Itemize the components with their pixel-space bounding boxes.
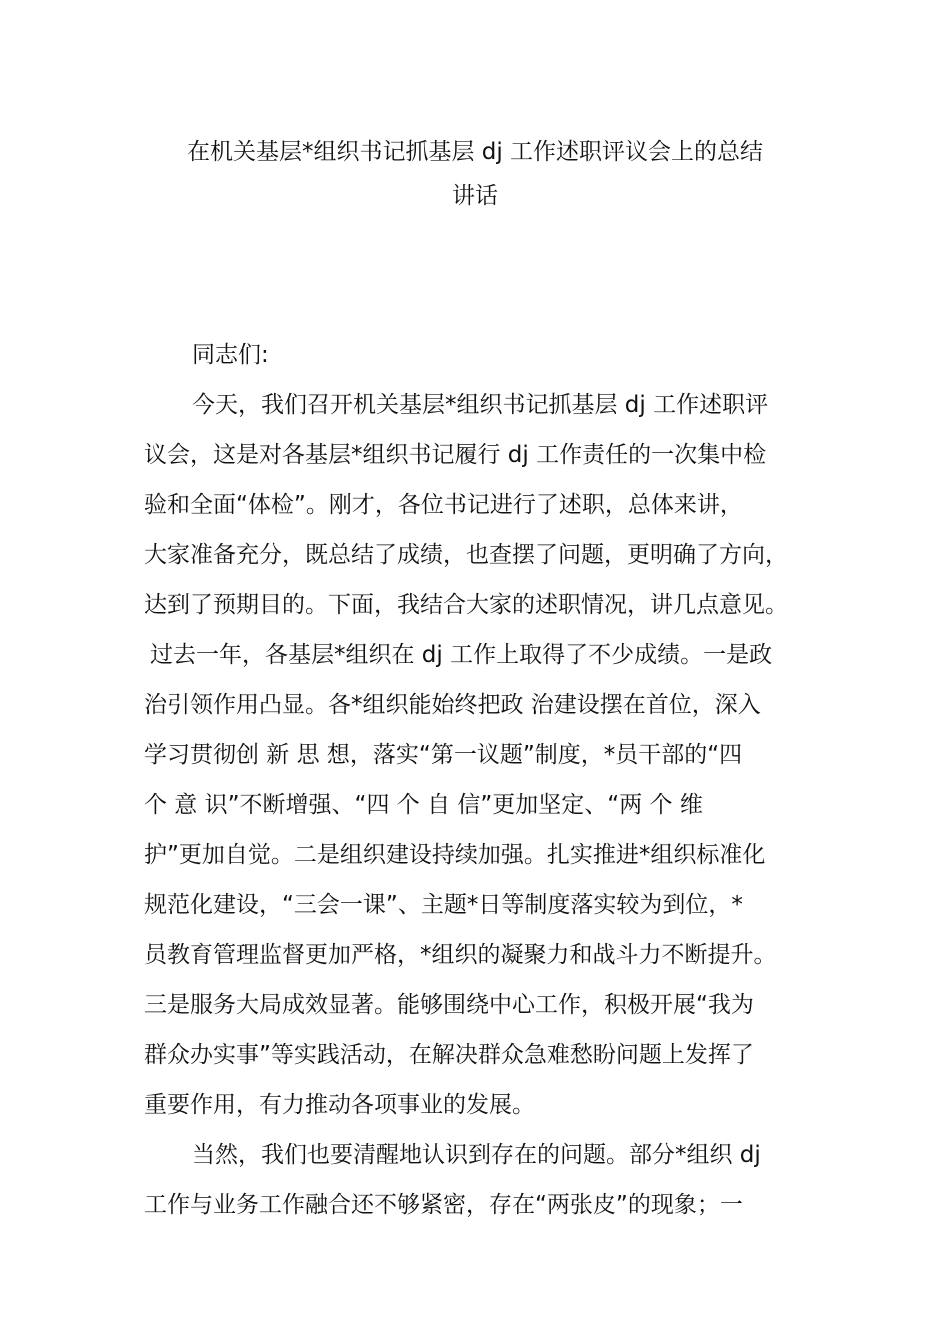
title-line-1: 在机关基层*组织书记抓基层 dj 工作述职评议会上的总结 xyxy=(186,139,764,165)
paragraph-line: 群众办实事”等实践活动，在解决群众急难愁盼问题上发挥了 xyxy=(144,1042,754,1068)
paragraph-line: 达到了预期目的。下面，我结合大家的述职情况，讲几点意见。 xyxy=(144,592,788,618)
paragraph-line: 今天，我们召开机关基层*组织书记抓基层 dj 工作述职评 xyxy=(192,392,769,418)
paragraph-line: 验和全面“体检”。刚才，各位书记进行了述职，总体来讲， xyxy=(144,492,743,518)
salutation: 同志们: xyxy=(192,342,269,368)
paragraph-line: 规范化建设，“三会一课”、主题*日等制度落实较为到位，* xyxy=(144,892,743,918)
paragraph-line: 当然，我们也要清醒地认识到存在的问题。部分*组织 dj xyxy=(192,1142,761,1168)
paragraph-line: 员教育管理监督更加严格，*组织的凝聚力和战斗力不断提升。 xyxy=(144,942,777,968)
paragraph-line: 学习贯彻创 新 思 想，落实“第一议题”制度，*员干部的“四 xyxy=(144,742,743,768)
paragraph-line: 三是服务大局成效显著。能够围绕中心工作，积极开展“我为 xyxy=(144,992,754,1018)
paragraph-line: 过去一年，各基层*组织在 dj 工作上取得了不少成绩。一是政 xyxy=(150,642,773,668)
paragraph-line: 治引领作用凸显。各*组织能始终把政 治建设摆在首位，深入 xyxy=(144,692,761,718)
document-title xyxy=(150,130,800,218)
paragraph-line: 大家准备充分，既总结了成绩，也查摆了问题，更明确了方向， xyxy=(144,542,788,568)
paragraph-line: 重要作用，有力推动各项事业的发展。 xyxy=(144,1092,535,1118)
paragraph-line: 个 意 识”不断增强、“四 个 自 信”更加坚定、“两 个 维 xyxy=(144,792,703,818)
paragraph-line: 工作与业务工作融合还不够紧密，存在“两张皮”的现象；一 xyxy=(144,1192,743,1218)
paragraph-line: 议会，这是对各基层*组织书记履行 dj 工作责任的一次集中检 xyxy=(144,442,767,468)
paragraph-line: 护”更加自觉。二是组织建设持续加强。扎实推进*组织标准化 xyxy=(144,842,766,868)
document-body xyxy=(144,330,824,1230)
title-line-2: 讲话 xyxy=(452,183,498,209)
